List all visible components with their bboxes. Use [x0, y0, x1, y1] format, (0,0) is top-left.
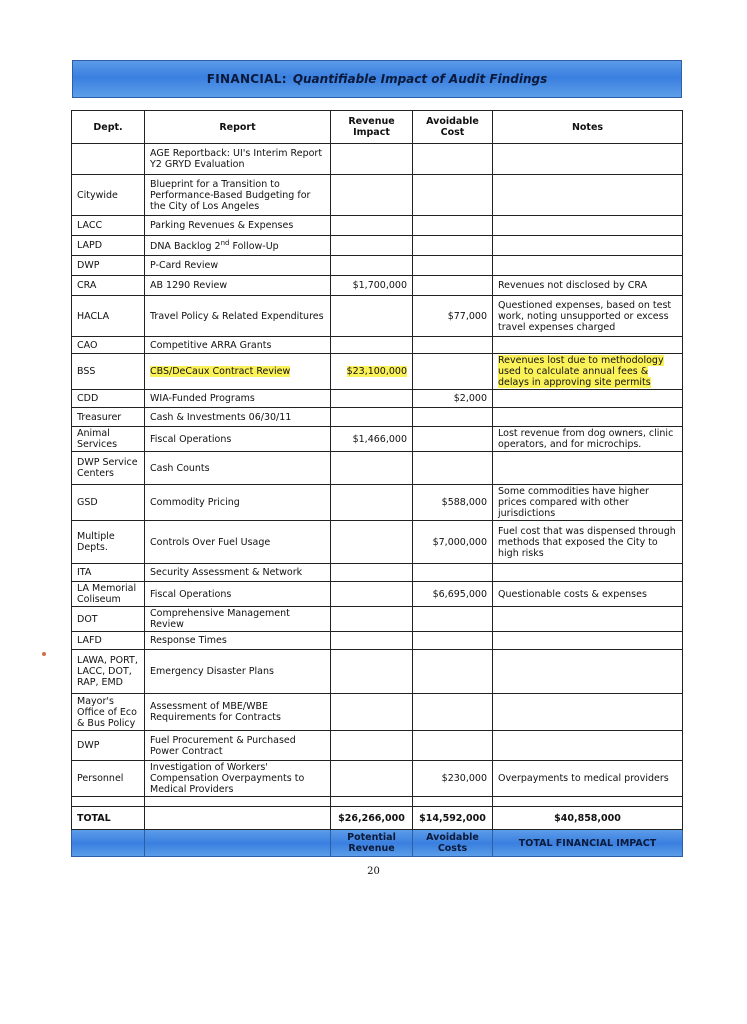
- table-row: [72, 216, 683, 236]
- cell-report: Assessment of MBE/WBE Requirements for Contracts: [145, 694, 331, 731]
- cell-avoidable: [413, 175, 493, 216]
- header-row: [72, 111, 683, 144]
- cell-dept: CRA: [72, 276, 145, 296]
- table-row-highlighted: [72, 354, 683, 390]
- cell-avoidable: [413, 144, 493, 175]
- page-number: 20: [367, 866, 380, 877]
- total-row: [72, 807, 683, 830]
- cell-report: Blueprint for a Transition to Performance-Based Budgeting for the City of Los Angeles: [145, 175, 331, 216]
- cell-dept: DWP Service Centers: [72, 452, 145, 485]
- footer-row: [72, 830, 683, 857]
- cell-notes: [493, 175, 683, 216]
- cell-dept: Animal Services: [72, 427, 145, 452]
- cell-report: AGE Reportback: UI's Interim Report Y2 GRYD Evaluation: [145, 144, 331, 175]
- cell-avoidable: $77,000: [413, 296, 493, 337]
- cell-avoidable: $7,000,000: [413, 521, 493, 564]
- cell-report: Fiscal Operations: [145, 582, 331, 607]
- cell-notes: [493, 408, 683, 427]
- cell-report: AB 1290 Review: [145, 276, 331, 296]
- cell-notes: Questionable costs & expenses: [493, 582, 683, 607]
- table-row: [72, 408, 683, 427]
- cell-notes: Some commodities have higher prices compared with other jurisdictions: [493, 485, 683, 521]
- cell-avoidable: [413, 607, 493, 632]
- header-revenue: Revenue Impact: [331, 111, 413, 144]
- cell-report: Cash & Investments 06/30/11: [145, 408, 331, 427]
- cell-report: Cash Counts: [145, 452, 331, 485]
- cell-notes: [493, 256, 683, 276]
- cell-revenue: [331, 216, 413, 236]
- cell-notes: Fuel cost that was dispensed through methods that exposed the City to high risks: [493, 521, 683, 564]
- highlight-notes: Revenues lost due to methodology used to calculate annual fees & delays in approving site permits: [498, 355, 664, 388]
- cell-revenue: [331, 175, 413, 216]
- cell-dept: GSD: [72, 485, 145, 521]
- cell-notes: [493, 632, 683, 650]
- table-row: [72, 390, 683, 408]
- cell-notes: [493, 694, 683, 731]
- cell-notes: [493, 564, 683, 582]
- table-row: [72, 761, 683, 797]
- cell-revenue: [331, 337, 413, 354]
- cell-revenue: [331, 694, 413, 731]
- total-avoidable: $14,592,000: [413, 807, 493, 830]
- cell-avoidable: [413, 632, 493, 650]
- cell-avoidable: $230,000: [413, 761, 493, 797]
- cell-report: Controls Over Fuel Usage: [145, 521, 331, 564]
- cell-report: Investigation of Workers' Compensation Overpayments to Medical Providers: [145, 761, 331, 797]
- cell-revenue: [331, 144, 413, 175]
- cell-avoidable: [413, 427, 493, 452]
- table-row: [72, 731, 683, 761]
- cell-dept: CAO: [72, 337, 145, 354]
- cell-report: [145, 354, 331, 390]
- table-row: [72, 564, 683, 582]
- cell-report: Emergency Disaster Plans: [145, 650, 331, 694]
- header-notes: Notes: [493, 111, 683, 144]
- cell-notes: [493, 144, 683, 175]
- financial-impact-table: [71, 110, 683, 857]
- footer-avoidable: Avoidable Costs: [413, 830, 493, 857]
- cell-revenue: [331, 390, 413, 408]
- cell-report: P-Card Review: [145, 256, 331, 276]
- cell-dept: DWP: [72, 731, 145, 761]
- cell-notes: [493, 650, 683, 694]
- cell-revenue: [331, 650, 413, 694]
- cell-report: DNA Backlog 2nd Follow-Up: [145, 236, 331, 256]
- highlight-report: CBS/DeCaux Contract Review: [150, 366, 291, 377]
- cell-notes: [493, 731, 683, 761]
- cell-dept: LAPD: [72, 236, 145, 256]
- cell-dept: Citywide: [72, 175, 145, 216]
- cell-dept: [72, 144, 145, 175]
- cell-avoidable: $6,695,000: [413, 582, 493, 607]
- cell-notes: [493, 236, 683, 256]
- cell-report: Security Assessment & Network: [145, 564, 331, 582]
- cell-revenue: [331, 452, 413, 485]
- footer-revenue: Potential Revenue: [331, 830, 413, 857]
- cell-notes: [493, 354, 683, 390]
- cell-avoidable: [413, 216, 493, 236]
- margin-mark: [42, 652, 46, 656]
- cell-avoidable: [413, 337, 493, 354]
- highlight-revenue: $23,100,000: [346, 366, 407, 377]
- table-row: [72, 175, 683, 216]
- cell-dept: Personnel: [72, 761, 145, 797]
- table-row: [72, 632, 683, 650]
- cell-avoidable: [413, 694, 493, 731]
- cell-dept: BSS: [72, 354, 145, 390]
- cell-notes: [493, 337, 683, 354]
- cell-dept: DOT: [72, 607, 145, 632]
- cell-revenue: [331, 607, 413, 632]
- cell-dept: LAWA, PORT, LACC, DOT, RAP, EMD: [72, 650, 145, 694]
- cell-avoidable: $588,000: [413, 485, 493, 521]
- table-row: [72, 521, 683, 564]
- cell-avoidable: [413, 354, 493, 390]
- cell-dept: DWP: [72, 256, 145, 276]
- table-row: [72, 452, 683, 485]
- table-row: [72, 144, 683, 175]
- cell-revenue: [331, 521, 413, 564]
- cell-revenue: $1,700,000: [331, 276, 413, 296]
- cell-report: Commodity Pricing: [145, 485, 331, 521]
- table-row: [72, 276, 683, 296]
- header-dept: Dept.: [72, 111, 145, 144]
- cell-revenue: [331, 761, 413, 797]
- table-row: [72, 236, 683, 256]
- cell-dept: LAFD: [72, 632, 145, 650]
- cell-avoidable: [413, 256, 493, 276]
- cell-revenue: [331, 564, 413, 582]
- total-revenue: $26,266,000: [331, 807, 413, 830]
- footer-impact: TOTAL FINANCIAL IMPACT: [493, 830, 683, 857]
- total-impact: $40,858,000: [493, 807, 683, 830]
- cell-revenue: [331, 582, 413, 607]
- cell-notes: Overpayments to medical providers: [493, 761, 683, 797]
- cell-notes: [493, 607, 683, 632]
- cell-revenue: [331, 354, 413, 390]
- table-row: [72, 582, 683, 607]
- cell-dept: Mayor's Office of Eco & Bus Policy: [72, 694, 145, 731]
- total-label: TOTAL: [72, 807, 145, 830]
- cell-avoidable: $2,000: [413, 390, 493, 408]
- cell-report: Comprehensive Management Review: [145, 607, 331, 632]
- banner-title: Quantifiable Impact of Audit Findings: [292, 72, 548, 86]
- table-row: [72, 485, 683, 521]
- cell-notes: [493, 452, 683, 485]
- table-row: [72, 694, 683, 731]
- cell-report: Fiscal Operations: [145, 427, 331, 452]
- cell-dept: Treasurer: [72, 408, 145, 427]
- cell-avoidable: [413, 452, 493, 485]
- cell-report: WIA-Funded Programs: [145, 390, 331, 408]
- banner-lead: FINANCIAL:: [206, 72, 287, 86]
- cell-report: Parking Revenues & Expenses: [145, 216, 331, 236]
- cell-notes: Questioned expenses, based on test work, noting unsupported or excess travel expenses charged: [493, 296, 683, 337]
- cell-notes: Revenues not disclosed by CRA: [493, 276, 683, 296]
- table-row: [72, 427, 683, 452]
- cell-dept: LACC: [72, 216, 145, 236]
- cell-avoidable: [413, 408, 493, 427]
- cell-avoidable: [413, 564, 493, 582]
- cell-revenue: [331, 408, 413, 427]
- section-banner: [72, 60, 682, 98]
- cell-revenue: [331, 296, 413, 337]
- cell-avoidable: [413, 276, 493, 296]
- cell-revenue: [331, 256, 413, 276]
- cell-avoidable: [413, 731, 493, 761]
- cell-revenue: [331, 731, 413, 761]
- cell-dept: CDD: [72, 390, 145, 408]
- table-row: [72, 337, 683, 354]
- cell-dept: LA Memorial Coliseum: [72, 582, 145, 607]
- cell-report: Response Times: [145, 632, 331, 650]
- cell-report: Competitive ARRA Grants: [145, 337, 331, 354]
- header-report: Report: [145, 111, 331, 144]
- cell-notes: [493, 390, 683, 408]
- cell-report: Fuel Procurement & Purchased Power Contract: [145, 731, 331, 761]
- header-avoidable: Avoidable Cost: [413, 111, 493, 144]
- table-row: [72, 607, 683, 632]
- cell-revenue: [331, 485, 413, 521]
- cell-avoidable: [413, 650, 493, 694]
- cell-revenue: $1,466,000: [331, 427, 413, 452]
- cell-dept: Multiple Depts.: [72, 521, 145, 564]
- cell-dept: HACLA: [72, 296, 145, 337]
- cell-report: Travel Policy & Related Expenditures: [145, 296, 331, 337]
- cell-revenue: [331, 236, 413, 256]
- spacer-row: [72, 797, 683, 807]
- cell-notes: Lost revenue from dog owners, clinic operators, and for microchips.: [493, 427, 683, 452]
- table-row: [72, 296, 683, 337]
- table-row: [72, 650, 683, 694]
- cell-revenue: [331, 632, 413, 650]
- cell-avoidable: [413, 236, 493, 256]
- cell-notes: [493, 216, 683, 236]
- cell-dept: ITA: [72, 564, 145, 582]
- table-row: [72, 256, 683, 276]
